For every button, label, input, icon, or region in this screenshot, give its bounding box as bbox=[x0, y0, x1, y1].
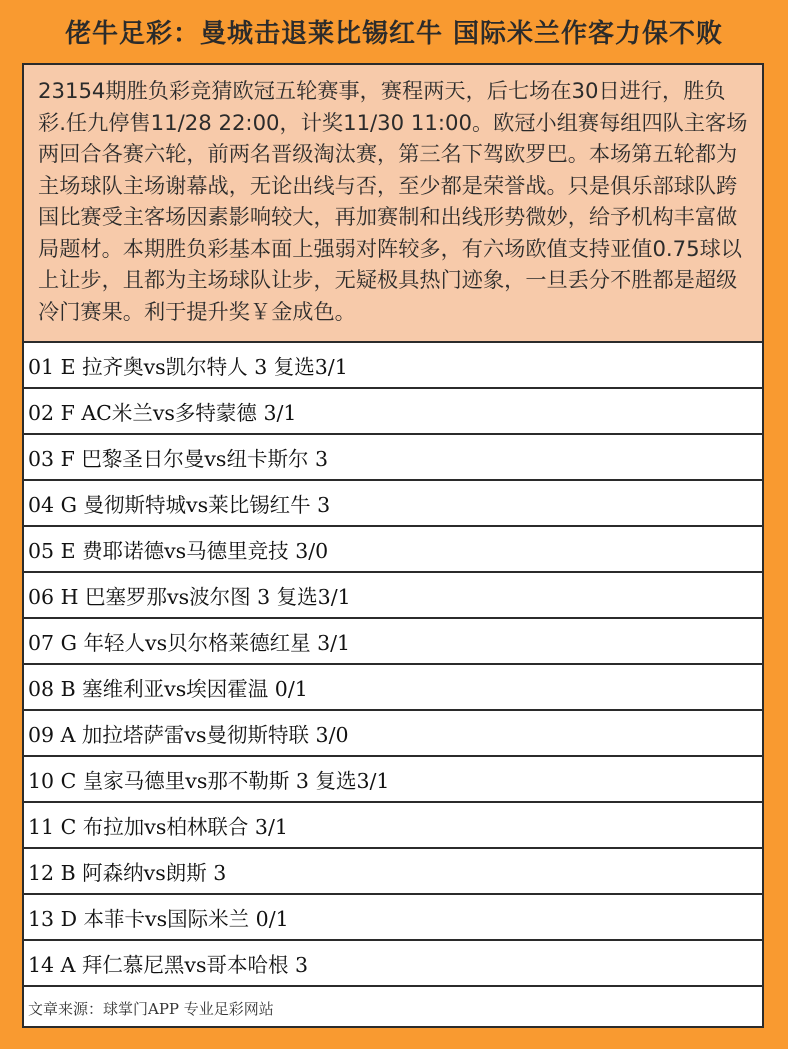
match-text: 05 E 费耶诺德vs马德里竞技 3/0 bbox=[28, 539, 329, 563]
match-text: 02 F AC米兰vs多特蒙德 3/1 bbox=[28, 401, 297, 425]
match-text: 03 F 巴黎圣日尔曼vs纽卡斯尔 3 bbox=[28, 447, 329, 471]
match-row bbox=[24, 803, 762, 849]
match-text: 07 G 年轻人vs贝尔格莱德红星 3/1 bbox=[28, 631, 351, 655]
match-row bbox=[24, 895, 762, 941]
match-row bbox=[24, 481, 762, 527]
match-text: 04 G 曼彻斯特城vs莱比锡红牛 3 bbox=[28, 493, 331, 517]
match-text: 08 B 塞维利亚vs埃因霍温 0/1 bbox=[28, 677, 308, 701]
match-row bbox=[24, 941, 762, 987]
match-text: 14 A 拜仁慕尼黑vs哥本哈根 3 bbox=[28, 953, 309, 977]
match-row bbox=[24, 665, 762, 711]
match-row bbox=[24, 389, 762, 435]
match-table bbox=[22, 343, 764, 1028]
match-row bbox=[24, 619, 762, 665]
match-text: 10 C 皇家马德里vs那不勒斯 3 复选3/1 bbox=[28, 769, 390, 793]
page-title: 佬牛足彩：曼城击退莱比锡红牛 国际米兰作客力保不败 bbox=[64, 18, 724, 49]
match-row bbox=[24, 435, 762, 481]
match-text: 09 A 加拉塔萨雷vs曼彻斯特联 3/0 bbox=[28, 723, 349, 747]
match-row bbox=[24, 849, 762, 895]
source-footer: 文章来源：球掌门APP 专业足彩网站 bbox=[28, 1000, 274, 1018]
match-row bbox=[24, 757, 762, 803]
match-row bbox=[24, 711, 762, 757]
match-text: 11 C 布拉加vs柏林联合 3/1 bbox=[28, 815, 288, 839]
match-row bbox=[24, 527, 762, 573]
match-text: 01 E 拉齐奥vs凯尔特人 3 复选3/1 bbox=[28, 355, 348, 379]
match-text: 13 D 本菲卡vs国际米兰 0/1 bbox=[28, 907, 289, 931]
intro-paragraph: 23154期胜负彩竞猜欧冠五轮赛事，赛程两天，后七场在30日进行，胜负彩.任九停售11/28 22:00，计奖11/30 11:00。欧冠小组赛每组四队主客场两回合各赛六轮，前两名晋级淘汰赛，第三名下驾欧罗巴。本场第五轮都为主场球队主场谢幕战，无论出线与否，至少都是荣誉战。只是俱乐部球队跨国比赛受主客场因素影响较大，再加赛制和出线形势微妙，给予机构丰富做局题材。本期胜负彩基本面上强弱对阵较多，有六场欧值支持亚值0.75球以上让步，且都为主场球队让步，无疑极具热门迹象，一旦丢分不胜都是超级冷门赛果。利于提升奖￥金成色。 bbox=[22, 63, 764, 343]
match-row bbox=[24, 343, 762, 389]
match-text: 12 B 阿森纳vs朗斯 3 bbox=[28, 861, 227, 885]
match-text: 06 H 巴塞罗那vs波尔图 3 复选3/1 bbox=[28, 585, 351, 609]
match-row bbox=[24, 573, 762, 619]
